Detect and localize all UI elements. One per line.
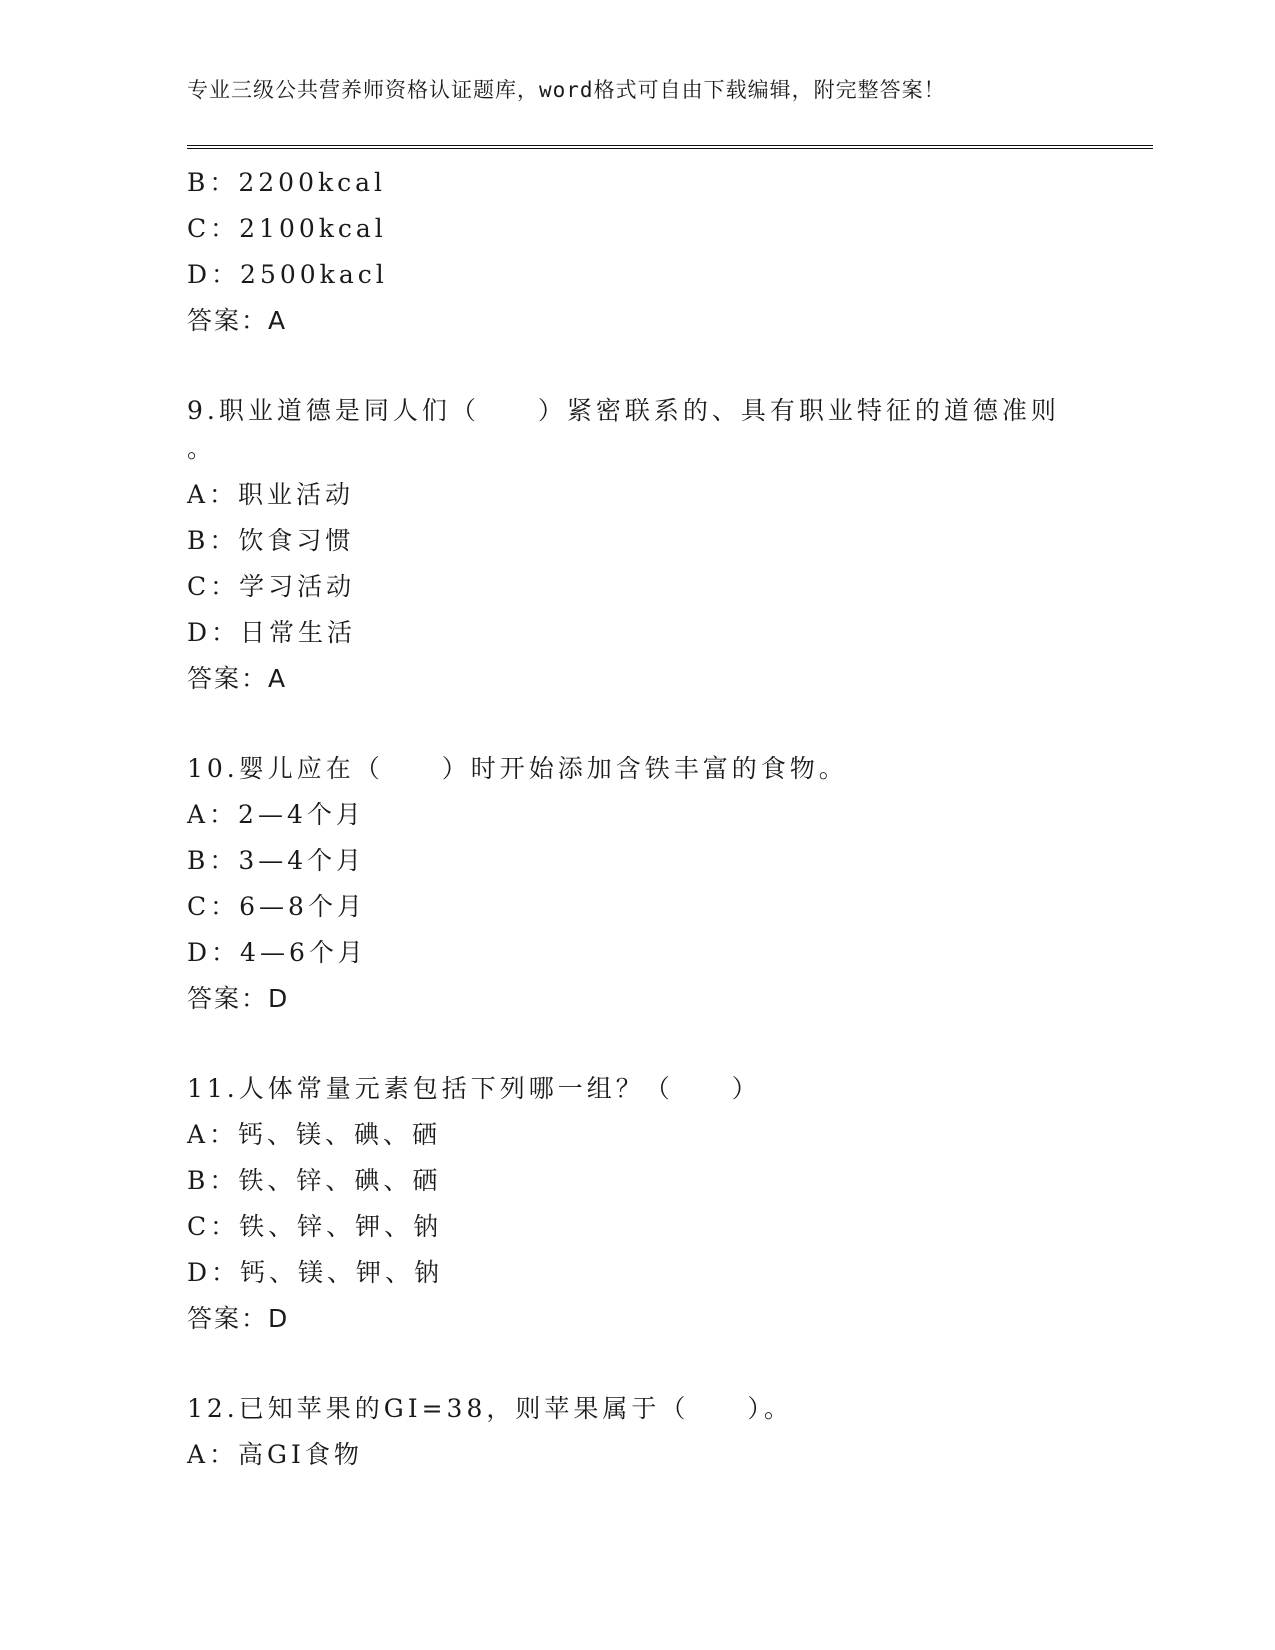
- answer: 答案：A: [187, 306, 288, 335]
- header-divider: [187, 145, 1153, 149]
- option-b: B：铁、锌、碘、硒: [187, 1166, 442, 1195]
- question-9: [187, 388, 1087, 702]
- question-12: [187, 1386, 1087, 1478]
- question-stem: 11.人体常量元素包括下列哪一组？（ ）: [187, 1074, 761, 1103]
- question-11: [187, 1066, 1087, 1342]
- option-b: B：3—4个月: [187, 846, 366, 875]
- option-a: A：钙、镁、碘、硒: [187, 1120, 442, 1149]
- question-8-continued: [187, 160, 1087, 344]
- question-list: [187, 160, 1087, 1478]
- option-c: C：6—8个月: [187, 892, 366, 921]
- answer: 答案：A: [187, 664, 288, 693]
- option-b: B：2200kcal: [187, 168, 387, 197]
- answer: 答案：D: [187, 984, 290, 1013]
- option-d: D：4—6个月: [187, 938, 367, 967]
- option-d: D：2500kacl: [187, 260, 388, 289]
- question-10: [187, 746, 1087, 1022]
- question-stem: 9.职业道德是同人们（ ）紧密联系的、具有职业特征的道德准则: [187, 396, 1060, 425]
- question-stem-continuation: 。: [187, 434, 217, 463]
- answer: 答案：D: [187, 1304, 290, 1333]
- option-c: C：铁、锌、钾、钠: [187, 1212, 443, 1241]
- option-b: B：饮食习惯: [187, 526, 355, 555]
- option-d: D：钙、镁、钾、钠: [187, 1258, 444, 1287]
- question-stem: 12.已知苹果的GI=38，则苹果属于（ ）。: [187, 1394, 793, 1423]
- option-d: D：日常生活: [187, 618, 357, 647]
- option-a: A：2—4个月: [187, 800, 365, 829]
- option-c: C：学习活动: [187, 572, 356, 601]
- question-stem: 10.婴儿应在（ ）时开始添加含铁丰富的食物。: [187, 754, 848, 783]
- option-a: A：高GI食物: [187, 1440, 363, 1469]
- option-c: C：2100kcal: [187, 214, 387, 243]
- document-header: 专业三级公共营养师资格认证题库，word格式可自由下载编辑，附完整答案！: [187, 78, 946, 102]
- option-a: A：职业活动: [187, 480, 355, 509]
